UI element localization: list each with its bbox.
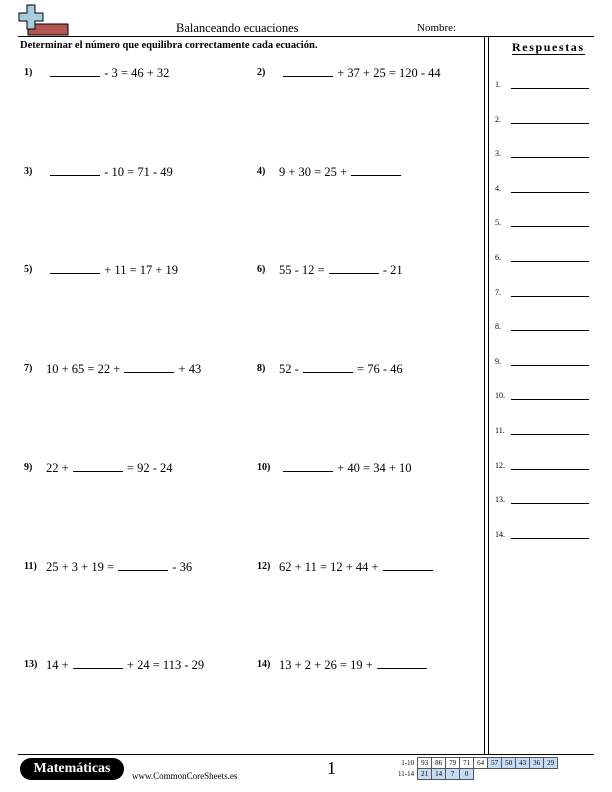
equation-right-text: - 21 xyxy=(382,263,403,277)
equation-left-text: 22 + xyxy=(46,461,69,475)
answer-number: 14. xyxy=(495,529,505,539)
instructions: Determinar el número que equilibra correctamente cada ecuación. xyxy=(20,40,318,51)
answer-blank[interactable] xyxy=(329,263,379,274)
score-cell: 64 xyxy=(474,758,488,769)
equation-right-text: - 3 = 46 + 32 xyxy=(104,66,170,80)
answer-blank[interactable] xyxy=(283,461,333,472)
equation xyxy=(279,658,431,673)
score-cell: 29 xyxy=(544,758,558,769)
score-cell: 79 xyxy=(446,758,460,769)
score-cell-empty xyxy=(544,769,558,780)
answer-line[interactable] xyxy=(511,399,589,400)
answer-number: 4. xyxy=(495,183,501,193)
score-cell-empty xyxy=(488,769,502,780)
answer-blank[interactable] xyxy=(283,66,333,77)
score-cell-empty xyxy=(474,769,488,780)
equation xyxy=(46,362,201,377)
score-cell: 14 xyxy=(432,769,446,780)
problem-number: 9) xyxy=(24,462,33,473)
site-url: www.CommonCoreSheets.es xyxy=(132,771,238,781)
answer-number: 1. xyxy=(495,80,501,89)
answer-line[interactable] xyxy=(511,434,589,435)
answer-line[interactable] xyxy=(511,296,589,297)
answer-row xyxy=(495,112,595,128)
answer-blank[interactable] xyxy=(124,362,174,373)
equation xyxy=(279,66,441,81)
answer-line[interactable] xyxy=(511,123,589,124)
answer-row xyxy=(495,354,595,370)
equation-right-text: = 76 - 46 xyxy=(357,362,403,376)
score-cell: 21 xyxy=(418,769,432,780)
equation-right-text: + 43 xyxy=(178,362,202,376)
score-cell: 0 xyxy=(460,769,474,780)
answer-blank[interactable] xyxy=(73,658,123,669)
score-cell: 43 xyxy=(516,758,530,769)
equation xyxy=(279,362,403,377)
answer-row xyxy=(495,215,595,231)
equation-left-text: 10 + 65 = 22 + xyxy=(46,362,121,376)
score-cell: 93 xyxy=(418,758,432,769)
equation xyxy=(46,461,173,476)
score-cell: 86 xyxy=(432,758,446,769)
brand-badge: Matemáticas xyxy=(20,758,124,780)
score-cell: 71 xyxy=(460,758,474,769)
answer-blank[interactable] xyxy=(118,560,168,571)
equation-left-text: 14 + xyxy=(46,658,69,672)
equation xyxy=(279,165,405,180)
problem-number: 11) xyxy=(24,561,37,572)
score-cell: 7 xyxy=(446,769,460,780)
equation-right-text: - 36 xyxy=(172,560,193,574)
problem-number: 12) xyxy=(257,561,271,572)
score-row xyxy=(396,758,558,769)
answer-row xyxy=(495,146,595,162)
problem-number: 1) xyxy=(24,67,33,78)
problem-number: 10) xyxy=(257,462,271,473)
score-cell: 57 xyxy=(488,758,502,769)
score-range: 1-10 xyxy=(401,759,415,767)
equation xyxy=(279,560,437,575)
answer-line[interactable] xyxy=(511,538,589,539)
answer-line[interactable] xyxy=(511,261,589,262)
equation-right-text: + 24 = 113 - 29 xyxy=(126,658,205,672)
answer-line[interactable] xyxy=(511,226,589,227)
column-divider xyxy=(488,36,489,754)
header-divider xyxy=(18,36,594,37)
problem-number: 2) xyxy=(257,67,266,78)
answer-blank[interactable] xyxy=(383,560,433,571)
answer-row xyxy=(495,77,595,93)
column-divider xyxy=(484,36,485,754)
answer-blank[interactable] xyxy=(50,66,100,77)
equation-left-text: 55 - 12 = xyxy=(279,263,325,277)
answer-blank[interactable] xyxy=(73,461,123,472)
equation-right-text: + 11 = 17 + 19 xyxy=(104,263,179,277)
equation-right-text: + 37 + 25 = 120 - 44 xyxy=(337,66,441,80)
equation xyxy=(279,263,403,278)
equation xyxy=(46,165,173,180)
problem-number: 4) xyxy=(257,166,266,177)
answer-row xyxy=(495,285,595,301)
score-cell-empty xyxy=(530,769,544,780)
equation-right-text: + 40 = 34 + 10 xyxy=(337,461,412,475)
answer-number: 3. xyxy=(495,149,501,159)
score-cell: 50 xyxy=(502,758,516,769)
problem-number: 14) xyxy=(257,659,271,670)
answers-heading: Respuestas xyxy=(512,40,585,54)
problem-number: 8) xyxy=(257,363,266,374)
equation-left-text: 52 - xyxy=(279,362,299,376)
answer-number: 11. xyxy=(495,426,505,435)
answer-line[interactable] xyxy=(511,88,589,89)
answer-number: 2. xyxy=(495,114,501,124)
answer-number: 12. xyxy=(495,460,505,470)
answer-row xyxy=(495,319,595,335)
score-cell-empty xyxy=(516,769,530,780)
answer-blank[interactable] xyxy=(377,658,427,669)
equation-left-text: 62 + 11 = 12 + 44 + xyxy=(279,560,379,574)
score-row xyxy=(396,769,558,780)
answer-number: 9. xyxy=(495,356,501,366)
equation-right-text: = 92 - 24 xyxy=(126,461,173,475)
problem-number: 7) xyxy=(24,363,33,374)
answer-row xyxy=(495,423,595,439)
answer-blank[interactable] xyxy=(351,165,401,176)
equation-left-text: 25 + 3 + 19 = xyxy=(46,560,115,574)
footer-divider xyxy=(18,754,594,755)
score-range: 11-14 xyxy=(398,770,415,778)
equation xyxy=(46,658,204,673)
answer-number: 5. xyxy=(495,218,501,228)
name-label: Nombre: xyxy=(417,22,457,34)
answer-number: 6. xyxy=(495,253,501,262)
score-key-table xyxy=(396,757,558,780)
problem-number: 13) xyxy=(24,659,38,670)
answer-blank[interactable] xyxy=(50,263,100,274)
answer-row xyxy=(495,458,595,474)
equation xyxy=(279,461,412,476)
problem-number: 3) xyxy=(24,166,33,177)
answer-blank[interactable] xyxy=(50,165,100,176)
answer-line[interactable] xyxy=(511,503,589,504)
equation-right-text: - 10 = 71 - 49 xyxy=(104,165,173,179)
answer-number: 8. xyxy=(495,322,501,332)
score-cell: 36 xyxy=(530,758,544,769)
score-cell-empty xyxy=(502,769,516,780)
answer-line[interactable] xyxy=(511,365,589,366)
equation-left-text: 9 + 30 = 25 + xyxy=(279,165,348,179)
problem-number: 5) xyxy=(24,264,33,275)
plus-logo-icon xyxy=(18,4,70,38)
answer-number: 7. xyxy=(495,287,501,297)
equation-left-text: 13 + 2 + 26 = 19 + xyxy=(279,658,373,672)
answer-line[interactable] xyxy=(511,192,589,193)
equation xyxy=(46,66,169,81)
equation xyxy=(46,560,192,575)
answer-row xyxy=(495,388,595,404)
answer-line[interactable] xyxy=(511,469,589,470)
answer-row xyxy=(495,181,595,197)
answer-number: 13. xyxy=(495,495,505,505)
equation xyxy=(46,263,178,278)
answer-blank[interactable] xyxy=(303,362,353,373)
answer-line[interactable] xyxy=(511,157,589,158)
answer-row xyxy=(495,250,595,266)
answer-line[interactable] xyxy=(511,330,589,331)
answer-row xyxy=(495,527,595,543)
worksheet-title: Balanceando ecuaciones xyxy=(176,21,299,35)
answer-number: 10. xyxy=(495,391,505,401)
answer-row xyxy=(495,492,595,508)
page-number: 1 xyxy=(327,758,336,778)
problem-number: 6) xyxy=(257,264,266,275)
